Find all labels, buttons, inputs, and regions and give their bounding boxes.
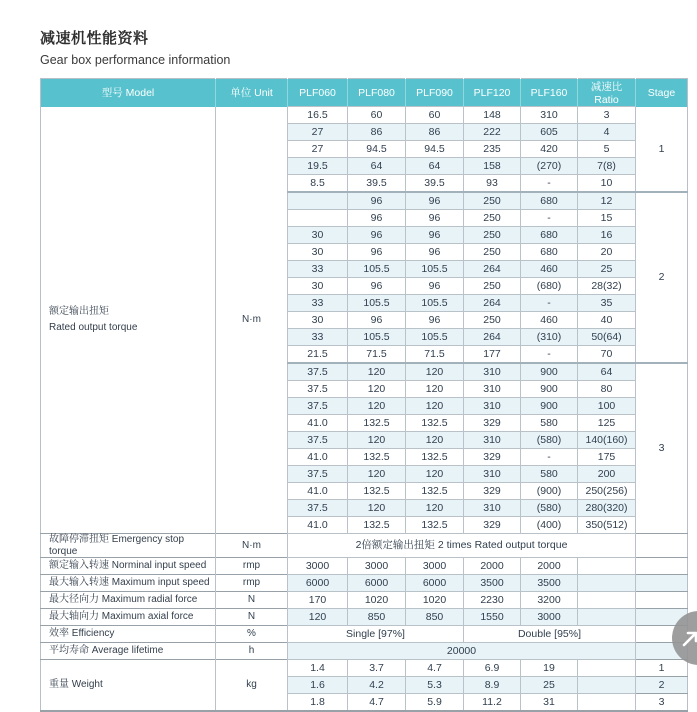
cell: 264 [464, 329, 521, 346]
cell: - [521, 346, 578, 364]
cell: (900) [521, 483, 578, 500]
cell: 132.5 [348, 449, 406, 466]
cell: 30 [288, 278, 348, 295]
cell: 280(320) [578, 500, 636, 517]
cell: 120 [348, 381, 406, 398]
cell: 170 [288, 592, 348, 609]
cell: 264 [464, 261, 521, 278]
cell: 850 [406, 609, 464, 626]
table-row [41, 558, 688, 575]
table-row [41, 534, 688, 558]
cell: 2230 [464, 592, 521, 609]
cell: 900 [521, 381, 578, 398]
cell: 96 [348, 227, 406, 244]
cell: 120 [348, 363, 406, 381]
cell: 850 [348, 609, 406, 626]
cell: 37.5 [288, 500, 348, 517]
cell: 94.5 [348, 141, 406, 158]
cell: 310 [464, 363, 521, 381]
table-row [41, 592, 688, 609]
cell: 250 [464, 192, 521, 210]
unit-cell: % [216, 626, 288, 643]
cell: 8.5 [288, 175, 348, 193]
cell: (580) [521, 432, 578, 449]
cell: 120 [348, 466, 406, 483]
table-header-row [41, 79, 688, 107]
cell: 2000 [464, 558, 521, 575]
cell: 37.5 [288, 466, 348, 483]
cell: 16 [578, 227, 636, 244]
cell: 3500 [464, 575, 521, 592]
cell: 329 [464, 415, 521, 432]
cell: 310 [464, 398, 521, 415]
cell: 1020 [348, 592, 406, 609]
cell: 71.5 [348, 346, 406, 364]
cell: 132.5 [348, 415, 406, 432]
cell: 3000 [288, 558, 348, 575]
cell: Single [97%] [288, 626, 464, 643]
cell: 60 [348, 107, 406, 124]
cell: 3200 [521, 592, 578, 609]
cell: 50(64) [578, 329, 636, 346]
cell: - [521, 449, 578, 466]
cell: 105.5 [348, 261, 406, 278]
cell: 7(8) [578, 158, 636, 175]
stage-cell: 3 [636, 363, 688, 534]
cell: 132.5 [348, 483, 406, 500]
row-label: 最大输入转速 Maximum input speed [41, 575, 216, 592]
cell: 70 [578, 346, 636, 364]
cell: 120 [348, 398, 406, 415]
cell: 33 [288, 261, 348, 278]
cell: 40 [578, 312, 636, 329]
row-label: 最大轴向力 Maximum axial force [41, 609, 216, 626]
stage-cell [636, 592, 688, 609]
cell: 37.5 [288, 363, 348, 381]
cell: 310 [464, 500, 521, 517]
cell: 120 [406, 432, 464, 449]
cell: 140(160) [578, 432, 636, 449]
cell: 19 [521, 660, 578, 677]
cell: 1.6 [288, 677, 348, 694]
column-header: PLF060 [288, 79, 348, 107]
stage-cell: 2 [636, 192, 688, 363]
stage-cell [636, 558, 688, 575]
cell: 30 [288, 244, 348, 261]
cell: 96 [348, 244, 406, 261]
cell [578, 660, 636, 677]
stage-cell [636, 534, 688, 558]
cell: 3 [578, 107, 636, 124]
cell: 105.5 [348, 295, 406, 312]
cell: - [521, 295, 578, 312]
cell: 120 [406, 398, 464, 415]
cell: 120 [348, 432, 406, 449]
table-row [41, 643, 688, 660]
cell: 900 [521, 363, 578, 381]
page-content [40, 27, 688, 712]
cell: 605 [521, 124, 578, 141]
cell: 41.0 [288, 449, 348, 466]
unit-cell: h [216, 643, 288, 660]
cell: 30 [288, 312, 348, 329]
cell: 310 [464, 432, 521, 449]
cell: 105.5 [406, 329, 464, 346]
cell: 460 [521, 261, 578, 278]
cell: 3.7 [348, 660, 406, 677]
cell: 4.2 [348, 677, 406, 694]
cell: 31 [521, 694, 578, 712]
cell: 580 [521, 415, 578, 432]
merged-value-cell: 2倍额定输出扭矩 2 times Rated output torque [288, 534, 636, 558]
row-label: 故障停滞扭矩 Emergency stop torque [41, 534, 216, 558]
cell [578, 694, 636, 712]
stage-cell: 1 [636, 107, 688, 193]
cell: 96 [348, 312, 406, 329]
cell: 41.0 [288, 483, 348, 500]
column-header: 减速比 Ratio [578, 79, 636, 107]
cell [578, 609, 636, 626]
cell [578, 677, 636, 694]
cell: 37.5 [288, 381, 348, 398]
cell: 16.5 [288, 107, 348, 124]
cell: 4.7 [406, 660, 464, 677]
cell: 20 [578, 244, 636, 261]
cell [578, 575, 636, 592]
stage-cell [636, 575, 688, 592]
cell: 33 [288, 329, 348, 346]
cell: 21.5 [288, 346, 348, 364]
cell: 2000 [521, 558, 578, 575]
cell: 37.5 [288, 432, 348, 449]
cell: 132.5 [406, 415, 464, 432]
cell: 39.5 [406, 175, 464, 193]
cell: 105.5 [406, 295, 464, 312]
cell: 10 [578, 175, 636, 193]
row-label: 最大径向力 Maximum radial force [41, 592, 216, 609]
page-title: 减速机性能资料 [40, 30, 149, 47]
cell: 235 [464, 141, 521, 158]
cell: - [521, 210, 578, 227]
column-header: 单位 Unit [216, 79, 288, 107]
unit-cell: rmp [216, 575, 288, 592]
cell: 6000 [348, 575, 406, 592]
cell: 264 [464, 295, 521, 312]
cell: (310) [521, 329, 578, 346]
cell: 120 [348, 500, 406, 517]
cell: Double [95%] [464, 626, 636, 643]
cell: 96 [348, 278, 406, 295]
cell: 6.9 [464, 660, 521, 677]
row-label: 效率 Efficiency [41, 626, 216, 643]
cell: 30 [288, 227, 348, 244]
cell: 35 [578, 295, 636, 312]
arrow-up-right-icon [679, 626, 697, 650]
column-header: PLF120 [464, 79, 521, 107]
cell: 80 [578, 381, 636, 398]
cell [578, 592, 636, 609]
unit-cell: N [216, 592, 288, 609]
cell: 158 [464, 158, 521, 175]
cell: 120 [406, 466, 464, 483]
cell: 41.0 [288, 415, 348, 432]
table-row [41, 575, 688, 592]
cell: 96 [406, 278, 464, 295]
cell: 11.2 [464, 694, 521, 712]
cell: 41.0 [288, 517, 348, 534]
cell: 28(32) [578, 278, 636, 295]
cell: 25 [578, 261, 636, 278]
cell: 4 [578, 124, 636, 141]
unit-cell: N·m [216, 107, 288, 534]
cell: 175 [578, 449, 636, 466]
cell: 3000 [348, 558, 406, 575]
column-header: PLF160 [521, 79, 578, 107]
cell: - [521, 175, 578, 193]
unit-cell: rmp [216, 558, 288, 575]
cell: 5 [578, 141, 636, 158]
column-header: Stage [636, 79, 688, 107]
cell: 329 [464, 483, 521, 500]
cell: 1.4 [288, 660, 348, 677]
cell: 3000 [406, 558, 464, 575]
cell: 5.9 [406, 694, 464, 712]
stage-cell: 2 [636, 677, 688, 694]
cell: 94.5 [406, 141, 464, 158]
cell: (400) [521, 517, 578, 534]
cell: 222 [464, 124, 521, 141]
cell: 310 [521, 107, 578, 124]
cell: 580 [521, 466, 578, 483]
cell: 310 [464, 381, 521, 398]
unit-cell: N·m [216, 534, 288, 558]
cell: 3000 [521, 609, 578, 626]
cell: 64 [406, 158, 464, 175]
cell: 350(512) [578, 517, 636, 534]
cell: 680 [521, 192, 578, 210]
performance-table [40, 78, 688, 712]
cell: 39.5 [348, 175, 406, 193]
cell: 19.5 [288, 158, 348, 175]
stage-cell: 3 [636, 694, 688, 712]
stage-cell: 1 [636, 660, 688, 677]
unit-cell: kg [216, 660, 288, 712]
cell: (270) [521, 158, 578, 175]
cell: 132.5 [406, 449, 464, 466]
unit-cell: N [216, 609, 288, 626]
cell: 93 [464, 175, 521, 193]
cell: 6000 [406, 575, 464, 592]
cell: 105.5 [348, 329, 406, 346]
cell: 27 [288, 124, 348, 141]
cell: 132.5 [406, 483, 464, 500]
row-label: 平均寿命 Average lifetime [41, 643, 216, 660]
cell: 64 [348, 158, 406, 175]
cell: 86 [406, 124, 464, 141]
cell: 1550 [464, 609, 521, 626]
cell: 420 [521, 141, 578, 158]
cell: (580) [521, 500, 578, 517]
cell: (680) [521, 278, 578, 295]
table-row [41, 626, 688, 643]
cell [288, 210, 348, 227]
cell: 37.5 [288, 398, 348, 415]
cell: 96 [406, 227, 464, 244]
cell: 71.5 [406, 346, 464, 364]
cell: 15 [578, 210, 636, 227]
cell: 900 [521, 398, 578, 415]
cell: 460 [521, 312, 578, 329]
cell: 60 [406, 107, 464, 124]
cell: 120 [406, 363, 464, 381]
table-row [41, 609, 688, 626]
row-label: 额定输入转速 Norminal input speed [41, 558, 216, 575]
cell: 96 [406, 192, 464, 210]
cell: 310 [464, 466, 521, 483]
cell: 200 [578, 466, 636, 483]
cell [578, 558, 636, 575]
cell: 250(256) [578, 483, 636, 500]
cell: 4.7 [348, 694, 406, 712]
column-header: PLF090 [406, 79, 464, 107]
table-row [41, 107, 688, 124]
cell: 120 [406, 500, 464, 517]
cell: 132.5 [348, 517, 406, 534]
cell: 25 [521, 677, 578, 694]
cell: 329 [464, 449, 521, 466]
cell: 12 [578, 192, 636, 210]
cell: 5.3 [406, 677, 464, 694]
cell: 96 [406, 244, 464, 261]
cell: 100 [578, 398, 636, 415]
cell: 27 [288, 141, 348, 158]
page-subtitle: Gear box performance information [40, 53, 231, 67]
cell: 1020 [406, 592, 464, 609]
cell: 96 [348, 210, 406, 227]
cell: 132.5 [406, 517, 464, 534]
row-label-weight: 重量 Weight [41, 660, 216, 712]
cell: 33 [288, 295, 348, 312]
cell: 96 [406, 210, 464, 227]
table-row [41, 660, 688, 677]
merged-value-cell: 20000 [288, 643, 636, 660]
cell: 680 [521, 227, 578, 244]
cell: 125 [578, 415, 636, 432]
row-label-rated-output-torque: 额定输出扭矩 Rated output torque [41, 107, 216, 534]
cell: 6000 [288, 575, 348, 592]
cell: 250 [464, 312, 521, 329]
cell: 148 [464, 107, 521, 124]
cell: 329 [464, 517, 521, 534]
cell: 3500 [521, 575, 578, 592]
cell: 177 [464, 346, 521, 364]
cell: 96 [406, 312, 464, 329]
cell: 120 [288, 609, 348, 626]
cell: 250 [464, 278, 521, 295]
cell: 680 [521, 244, 578, 261]
column-header: 型号 Model [41, 79, 216, 107]
cell: 1.8 [288, 694, 348, 712]
cell: 250 [464, 210, 521, 227]
cell: 8.9 [464, 677, 521, 694]
cell: 86 [348, 124, 406, 141]
column-header: PLF080 [348, 79, 406, 107]
cell: 250 [464, 227, 521, 244]
cell: 120 [406, 381, 464, 398]
cell: 64 [578, 363, 636, 381]
cell: 96 [348, 192, 406, 210]
cell [288, 192, 348, 210]
cell: 250 [464, 244, 521, 261]
cell: 105.5 [406, 261, 464, 278]
